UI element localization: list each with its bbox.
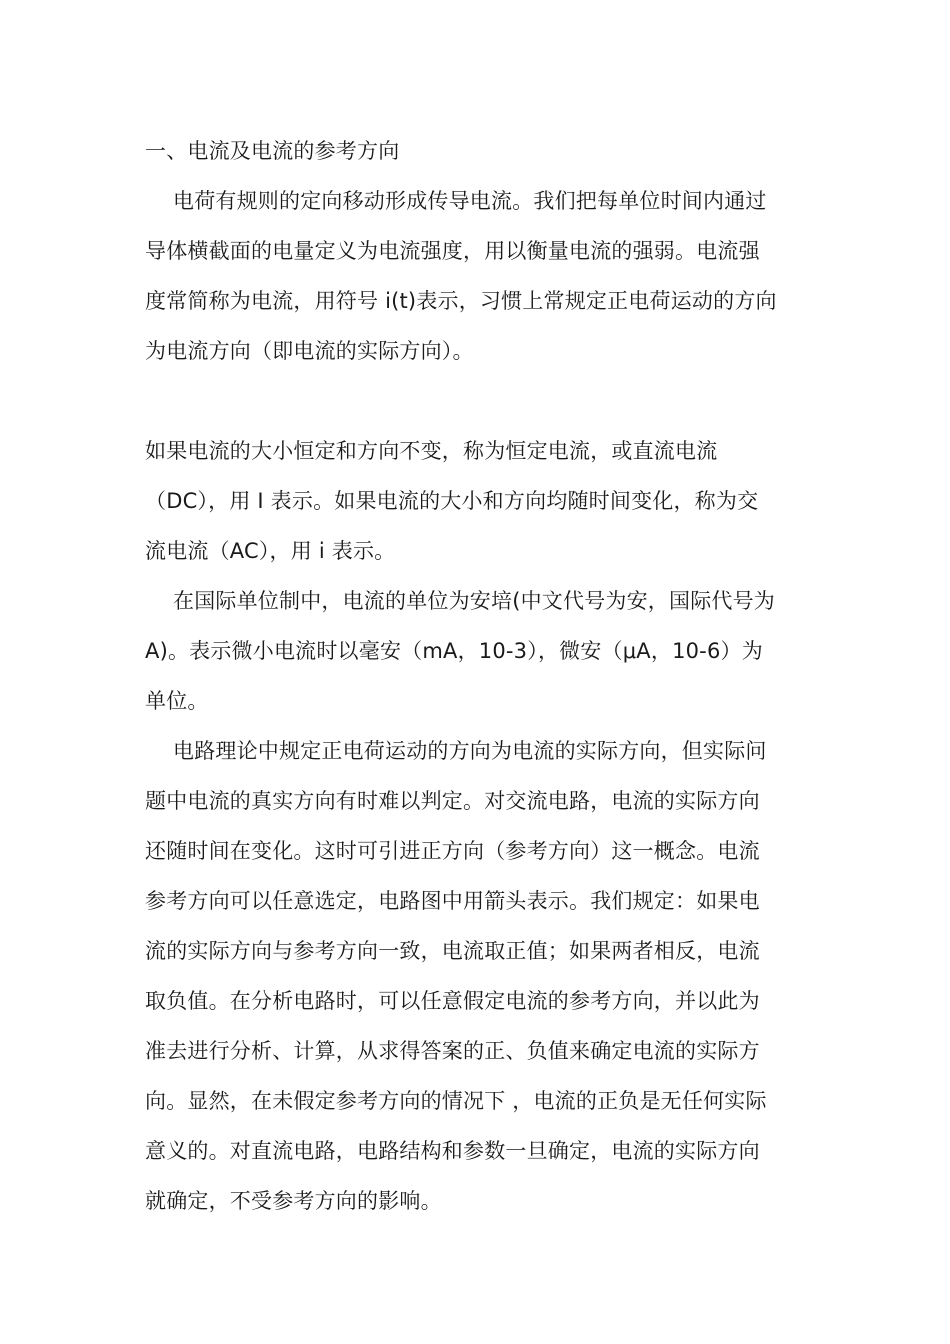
paragraph-units <box>145 576 813 726</box>
text-line: 电路理论中规定正电荷运动的方向为电流的实际方向，但实际问 <box>173 739 767 763</box>
text-line: 就确定，不受参考方向的影响。 <box>145 1189 442 1213</box>
text-line: 度常简称为电流，用符号 i(t)表示，习惯上常规定正电荷运动的方向 <box>145 289 777 313</box>
document-body <box>145 126 813 1226</box>
text-line: 在国际单位制中，电流的单位为安培(中文代号为安，国际代号为 <box>173 589 775 613</box>
text-line: 向。显然，在未假定参考方向的情况下 ，电流的正负是无任何实际 <box>145 1089 767 1113</box>
text-line: 流的实际方向与参考方向一致，电流取正值；如果两者相反，电流 <box>145 939 760 963</box>
text-line: 题中电流的真实方向有时难以判定。对交流电路，电流的实际方向 <box>145 789 760 813</box>
text-line: 电荷有规则的定向移动形成传导电流。我们把每单位时间内通过 <box>173 189 767 213</box>
text-line: 如果电流的大小恒定和方向不变，称为恒定电流，或直流电流 <box>145 439 718 463</box>
text-line: 取负值。在分析电路时，可以任意假定电流的参考方向，并以此为 <box>145 989 760 1013</box>
text-line: 流电流（AC），用 i 表示。 <box>145 539 396 563</box>
text-line: 还随时间在变化。这时可引进正方向（参考方向）这一概念。电流 <box>145 839 760 863</box>
text-line: 准去进行分析、计算，从求得答案的正、负值来确定电流的实际方 <box>145 1039 760 1063</box>
text-line: 单位。 <box>145 689 209 713</box>
text-line: 为电流方向（即电流的实际方向）。 <box>145 339 474 363</box>
text-line: A)。表示微小电流时以毫安（mA，10-3），微安（μA，10-6）为 <box>145 639 763 663</box>
text-line: 意义的。对直流电路，电路结构和参数一旦确定，电流的实际方向 <box>145 1139 760 1163</box>
paragraph-reference-direction <box>145 726 813 1226</box>
text-line: 参考方向可以任意选定，电路图中用箭头表示。我们规定：如果电 <box>145 889 760 913</box>
text-line: （DC），用 I 表示。如果电流的大小和方向均随时间变化，称为交 <box>145 489 759 513</box>
paragraph-dc-ac <box>145 426 813 576</box>
paragraph-current-definition <box>145 176 813 376</box>
section-heading: 一、电流及电流的参考方向 <box>145 139 400 163</box>
blank-line <box>145 376 813 426</box>
text-line: 导体横截面的电量定义为电流强度，用以衡量电流的强弱。电流强 <box>145 239 760 263</box>
